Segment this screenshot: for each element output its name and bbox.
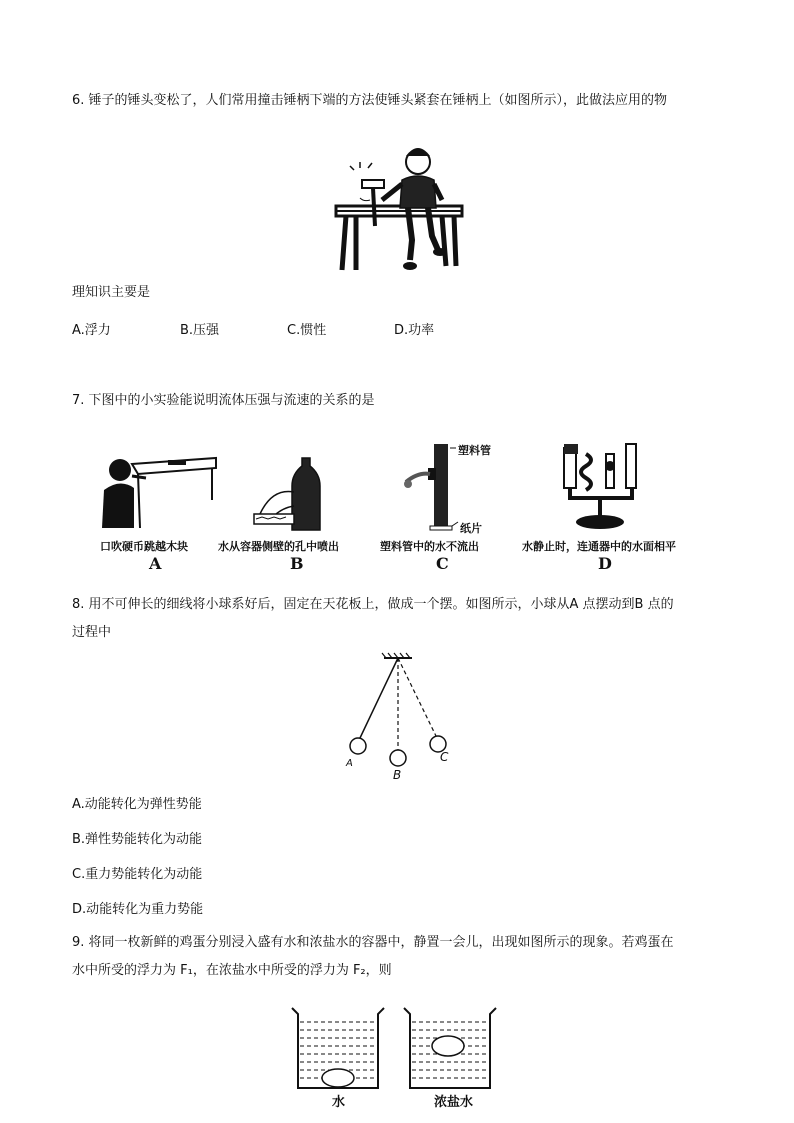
- q7-figure-b: [252, 452, 332, 532]
- beaker-label-water: 水: [332, 1095, 346, 1110]
- pendulum-label-c: C: [440, 750, 449, 764]
- pendulum-label-b: B: [393, 768, 402, 782]
- q7-caption-a: 口吹硬币跳越木块: [100, 540, 188, 553]
- q7-figure-c: [400, 438, 510, 534]
- q6-stem-line1: 6. 锤子的锤头变松了，人们常用撞击锤柄下端的方法使锤头紧套在锤柄上（如图所示），此做法应用的物: [72, 93, 668, 108]
- q8-option-a: A.动能转化为弹性势能: [72, 797, 202, 812]
- q9-stem-line1: 9. 将同一枚新鲜的鸡蛋分别浸入盛有水和浓盐水的容器中，静置一会儿，出现如图所示的现象。若鸡蛋在: [72, 935, 674, 950]
- q7-stem: 7. 下图中的小实验能说明流体压强与流速的关系的是: [72, 393, 375, 408]
- hammer-bench-illustration: [330, 140, 470, 280]
- q7-letter-d: D: [598, 554, 612, 573]
- q6-option-c: C.惯性: [287, 323, 327, 338]
- q7-caption-c: 塑料管中的水不流出: [380, 540, 479, 553]
- q7-tube-label: 塑料管: [458, 444, 491, 457]
- q7-letter-b: B: [290, 554, 304, 573]
- q8-option-b: B.弹性势能转化为动能: [72, 832, 203, 847]
- q7-paper-label: 纸片: [460, 522, 482, 535]
- q8-stem-line1: 8. 用不可伸长的细线将小球系好后，固定在天花板上，做成一个摆。如图所示，小球从A 点摆动到B 点的: [72, 597, 674, 612]
- q7-caption-b: 水从容器侧壁的孔中喷出: [218, 540, 339, 553]
- q7-caption-d: 水静止时，连通器中的水面相平: [522, 540, 676, 553]
- q6-option-b: B.压强: [180, 323, 220, 338]
- q7-figure-a: [98, 440, 220, 532]
- egg-beakers-diagram: [286, 1000, 502, 1094]
- q9-stem-line2: 水中所受的浮力为 F₁，在浓盐水中所受的浮力为 F₂，则: [72, 963, 392, 978]
- q8-option-c: C.重力势能转化为动能: [72, 867, 203, 882]
- q8-stem-line2: 过程中: [72, 625, 112, 640]
- q6-option-d: D.功率: [394, 323, 435, 338]
- q7-figure-d: [556, 436, 652, 534]
- q6-option-a: A.浮力: [72, 323, 111, 338]
- pendulum-label-a: A: [346, 758, 353, 769]
- beaker-label-brine: 浓盐水: [434, 1095, 474, 1110]
- q6-stem-line2: 理知识主要是: [72, 285, 151, 300]
- q7-letter-a: A: [149, 554, 162, 573]
- q8-option-d: D.动能转化为重力势能: [72, 902, 204, 917]
- q7-letter-c: C: [436, 554, 449, 573]
